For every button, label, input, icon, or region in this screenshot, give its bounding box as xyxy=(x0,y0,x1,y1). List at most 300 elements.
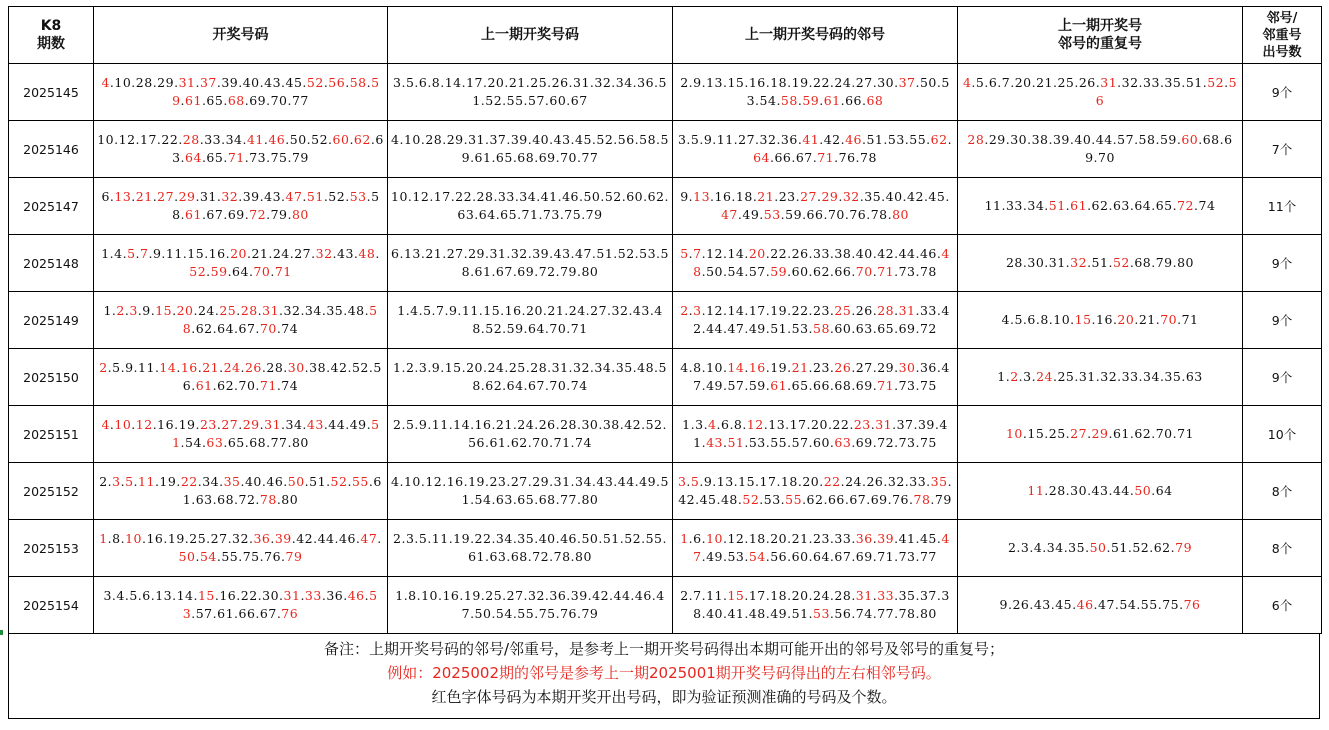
header-neighbors[interactable]: 上一期开奖号码的邻号 xyxy=(673,7,958,64)
number-separator: . xyxy=(1151,198,1156,213)
number-token: 44 xyxy=(328,417,346,432)
number-token: 59 xyxy=(1159,132,1177,147)
number-separator: . xyxy=(866,492,871,507)
prev-cell[interactable]: 4.10.28.29.31.37.39.40.43.45.52.56.58.59.61.65.68.69.70.77 xyxy=(388,121,673,178)
number-token: 22 xyxy=(770,246,788,261)
number-token: 15 xyxy=(1074,312,1092,327)
number-token: 52 xyxy=(742,492,760,507)
number-token: 65 xyxy=(791,378,809,393)
number-separator: . xyxy=(124,588,130,603)
number-separator: . xyxy=(701,264,707,279)
count-cell[interactable]: 9个 xyxy=(1243,349,1322,406)
number-token: 46 xyxy=(347,588,365,603)
count-cell[interactable]: 7个 xyxy=(1243,121,1322,178)
number-token: 41 xyxy=(802,132,820,147)
number-token: 55 xyxy=(770,435,788,450)
number-token: 70 xyxy=(855,264,873,279)
number-separator: . xyxy=(268,246,273,261)
count-cell[interactable]: 6个 xyxy=(1243,577,1322,634)
number-separator: . xyxy=(345,189,350,204)
repeat-cell[interactable] xyxy=(958,235,1243,292)
number-separator: . xyxy=(802,492,807,507)
number-separator: . xyxy=(872,264,878,279)
neighbors-cell[interactable] xyxy=(673,178,958,235)
number-token: 79 xyxy=(291,150,309,165)
number-separator: . xyxy=(765,531,771,546)
number-token: 19 xyxy=(159,474,177,489)
number-separator: . xyxy=(894,435,899,450)
number-token: 33 xyxy=(304,588,322,603)
neighbors-cell[interactable] xyxy=(673,292,958,349)
number-separator: . xyxy=(947,474,953,489)
number-token: 49 xyxy=(349,417,367,432)
number-separator: . xyxy=(701,303,707,318)
number-separator: . xyxy=(216,75,222,90)
number-separator: . xyxy=(1001,198,1006,213)
number-separator: . xyxy=(216,417,222,432)
number-separator: . xyxy=(936,75,942,90)
number-token: 22 xyxy=(180,474,198,489)
number-token: 59 xyxy=(802,93,820,108)
draw-cell[interactable] xyxy=(94,64,388,121)
number-token: 69 xyxy=(855,549,873,564)
number-separator: . xyxy=(1093,150,1099,165)
number-separator: . xyxy=(304,360,310,375)
number-separator: . xyxy=(1044,426,1049,441)
number-token: 42 xyxy=(877,246,895,261)
number-separator: . xyxy=(829,360,835,375)
number-separator: . xyxy=(915,246,920,261)
issue-cell[interactable]: 2025154 xyxy=(9,577,94,634)
number-token: 30 xyxy=(877,75,895,90)
number-separator: . xyxy=(180,150,186,165)
number-separator: . xyxy=(150,303,156,318)
number-separator: . xyxy=(776,93,781,108)
repeat-cell[interactable] xyxy=(958,463,1243,520)
table-row xyxy=(9,349,1322,406)
number-separator: . xyxy=(744,246,749,261)
neighbors-cell[interactable] xyxy=(673,577,958,634)
header-draw[interactable]: 开奖号码 xyxy=(94,7,388,64)
number-token: 32 xyxy=(283,303,301,318)
number-token: 31 xyxy=(199,189,217,204)
number-separator: . xyxy=(851,378,856,393)
neighbors-cell[interactable] xyxy=(673,64,958,121)
number-token: 38 xyxy=(1031,132,1049,147)
number-token: 46 xyxy=(268,132,286,147)
number-token: 68 xyxy=(217,492,235,507)
issue-cell[interactable]: 2025147 xyxy=(9,178,94,235)
number-token: 15 xyxy=(155,303,173,318)
number-separator: . xyxy=(212,321,218,336)
number-separator: . xyxy=(266,207,271,222)
number-separator: . xyxy=(984,75,989,90)
number-token: 66 xyxy=(774,150,792,165)
prev-cell[interactable]: 10.12.17.22.28.33.34.41.46.50.52.60.62.63.64.65.71.73.75.79 xyxy=(388,178,673,235)
number-token: 21 xyxy=(1138,312,1156,327)
number-separator: . xyxy=(915,588,920,603)
issue-cell[interactable]: 2025152 xyxy=(9,463,94,520)
notes-cell[interactable] xyxy=(8,633,1320,719)
draw-cell[interactable] xyxy=(94,463,388,520)
number-separator: . xyxy=(701,246,707,261)
prev-cell[interactable]: 2.5.9.11.14.16.21.24.26.28.30.38.42.52.56.61.62.70.71.74 xyxy=(388,406,673,463)
number-separator: . xyxy=(1016,540,1021,555)
number-token: 52 xyxy=(306,75,324,90)
number-separator: . xyxy=(722,606,728,621)
number-token: 3 xyxy=(103,588,112,603)
number-token: 38 xyxy=(693,588,950,621)
header-prev[interactable]: 上一期开奖号码 xyxy=(388,7,673,64)
number-token: 5 xyxy=(690,132,700,147)
number-separator: . xyxy=(234,378,239,393)
number-separator: . xyxy=(785,417,790,432)
number-token: 48 xyxy=(347,303,365,318)
lottery-table xyxy=(8,6,1322,634)
number-token: 67 xyxy=(259,606,277,621)
number-token: 8 xyxy=(693,360,702,375)
neighbors-cell[interactable] xyxy=(673,520,958,577)
number-token: 73 xyxy=(898,435,916,450)
number-token: 72 xyxy=(238,492,256,507)
draw-cell[interactable] xyxy=(94,178,388,235)
number-token: 39 xyxy=(1052,132,1070,147)
issue-cell[interactable]: 2025153 xyxy=(9,520,94,577)
number-token: 77 xyxy=(919,549,937,564)
number-separator: . xyxy=(323,417,329,432)
repeat-cell[interactable] xyxy=(958,577,1243,634)
number-separator: . xyxy=(109,189,115,204)
number-separator: . xyxy=(1087,426,1092,441)
number-token: 63 xyxy=(1185,369,1203,384)
count-cell[interactable]: 11个 xyxy=(1243,178,1322,235)
number-token: 22 xyxy=(161,132,179,147)
repeat-cell[interactable] xyxy=(958,178,1243,235)
note-line-1: 备注：上期开奖号码的邻号/邻重号，是参考上一期开奖号码得出本期可能开出的邻号及邻号的重复号； xyxy=(323,640,1005,658)
number-separator: . xyxy=(287,93,292,108)
header-count[interactable]: 邻号/ 邻重号 出号数 xyxy=(1243,7,1322,64)
neighbors-cell[interactable] xyxy=(673,121,958,178)
number-token: 63 xyxy=(855,321,873,336)
number-separator: . xyxy=(823,207,828,222)
number-token: 27 xyxy=(157,189,175,204)
number-token: 56 xyxy=(770,549,788,564)
number-token: 28 xyxy=(135,75,153,90)
number-separator: . xyxy=(1224,75,1229,90)
number-token: 52 xyxy=(311,132,329,147)
number-token: 23 xyxy=(813,360,830,375)
number-separator: . xyxy=(300,588,305,603)
number-token: 54 xyxy=(748,549,766,564)
number-separator: . xyxy=(915,321,920,336)
number-token: 2 xyxy=(680,303,689,318)
header-repeat[interactable]: 上一期开奖号 邻号的重复号 xyxy=(958,7,1243,64)
number-separator: . xyxy=(703,417,709,432)
number-token: 66 xyxy=(834,264,852,279)
number-token: 17 xyxy=(759,474,777,489)
draw-cell[interactable] xyxy=(94,349,388,406)
number-separator: . xyxy=(234,606,239,621)
prev-cell[interactable]: 2.3.5.11.19.22.34.35.40.46.50.51.52.55.61.63.68.72.78.80 xyxy=(388,520,673,577)
number-separator: . xyxy=(321,588,327,603)
number-token: 5 xyxy=(125,474,134,489)
number-token: 37 xyxy=(896,417,914,432)
repeat-cell[interactable] xyxy=(958,520,1243,577)
repeat-cell[interactable] xyxy=(958,406,1243,463)
issue-cell[interactable]: 2025151 xyxy=(9,406,94,463)
number-token: 21 xyxy=(202,360,220,375)
number-token: 6 xyxy=(101,189,110,204)
number-token: 62 xyxy=(930,132,948,147)
number-separator: . xyxy=(797,93,803,108)
number-token: 77 xyxy=(877,606,895,621)
number-separator: . xyxy=(823,492,828,507)
number-token: 46 xyxy=(845,132,862,147)
number-token: 76 xyxy=(1183,597,1201,612)
number-token: 75 xyxy=(919,435,937,450)
draw-cell[interactable] xyxy=(94,406,388,463)
number-token: 21 xyxy=(757,189,775,204)
number-separator: . xyxy=(915,378,920,393)
number-token: 69 xyxy=(249,93,267,108)
number-token: 5 xyxy=(112,360,121,375)
number-separator: . xyxy=(887,207,893,222)
number-token: 61 xyxy=(1070,198,1088,213)
number-token: 50 xyxy=(178,549,196,564)
number-separator: . xyxy=(1091,132,1096,147)
number-token: 19 xyxy=(167,531,185,546)
neighbors-cell[interactable] xyxy=(673,406,958,463)
neighbors-cell[interactable] xyxy=(673,349,958,406)
number-separator: . xyxy=(1138,75,1144,90)
number-token: 47 xyxy=(727,321,745,336)
number-separator: . xyxy=(191,606,196,621)
number-separator: . xyxy=(744,321,749,336)
number-separator: . xyxy=(791,150,796,165)
draw-cell[interactable] xyxy=(94,577,388,634)
number-separator: . xyxy=(1005,369,1011,384)
number-token: 41 xyxy=(898,531,916,546)
number-separator: . xyxy=(1074,369,1079,384)
number-separator: . xyxy=(829,531,835,546)
number-separator: . xyxy=(266,93,271,108)
number-separator: . xyxy=(808,531,814,546)
number-separator: . xyxy=(281,549,286,564)
count-cell[interactable]: 8个 xyxy=(1243,520,1322,577)
number-separator: . xyxy=(135,246,141,261)
number-token: 37 xyxy=(919,588,937,603)
number-token: 26 xyxy=(1012,597,1030,612)
table-row xyxy=(9,520,1322,577)
count-cell[interactable]: 9个 xyxy=(1243,292,1322,349)
number-token: 67 xyxy=(238,321,256,336)
number-token: 78 xyxy=(919,264,937,279)
number-separator: . xyxy=(722,435,728,450)
number-token: 2 xyxy=(680,588,689,603)
number-separator: . xyxy=(287,435,292,450)
number-token: 28 xyxy=(182,132,200,147)
number-token: 51 xyxy=(1091,255,1109,270)
number-token: 41 xyxy=(727,606,745,621)
number-separator: . xyxy=(124,303,130,318)
issue-cell[interactable]: 2025146 xyxy=(9,121,94,178)
table-row xyxy=(9,178,1322,235)
number-token: 13 xyxy=(155,588,173,603)
number-separator: . xyxy=(829,549,835,564)
number-token: 14 xyxy=(159,360,177,375)
number-separator: . xyxy=(259,189,265,204)
number-separator: . xyxy=(1108,426,1113,441)
number-token: 15 xyxy=(1027,426,1045,441)
repeat-cell[interactable] xyxy=(958,121,1243,178)
number-separator: . xyxy=(302,189,307,204)
draw-cell[interactable] xyxy=(94,121,388,178)
number-separator: . xyxy=(688,360,694,375)
number-separator: . xyxy=(701,549,707,564)
number-token: 22 xyxy=(813,75,830,90)
number-separator: . xyxy=(142,531,147,546)
number-token: 69 xyxy=(227,207,245,222)
number-separator: . xyxy=(686,132,691,147)
number-token: 22 xyxy=(832,417,850,432)
issue-cell[interactable]: 2025145 xyxy=(9,64,94,121)
repeat-cell[interactable] xyxy=(958,292,1243,349)
prev-cell[interactable]: 1.2.3.9.15.20.24.25.28.31.32.34.35.48.58.62.64.67.70.74 xyxy=(388,349,673,406)
number-token: 13 xyxy=(693,189,711,204)
number-separator: . xyxy=(936,303,942,318)
number-separator: . xyxy=(909,492,914,507)
number-separator: . xyxy=(872,246,878,261)
number-token: 61 xyxy=(195,378,213,393)
number-token: 35 xyxy=(898,588,916,603)
number-token: 57 xyxy=(791,435,809,450)
number-separator: . xyxy=(131,75,136,90)
number-token: 3 xyxy=(695,417,704,432)
number-separator: . xyxy=(1010,75,1015,90)
number-token: 62 xyxy=(813,264,830,279)
number-token: 31 xyxy=(1100,75,1118,90)
number-token: 70 xyxy=(827,207,845,222)
number-token: 44 xyxy=(898,246,916,261)
number-separator: . xyxy=(1031,369,1037,384)
number-separator: . xyxy=(915,75,920,90)
number-token: 26 xyxy=(866,474,884,489)
number-separator: . xyxy=(722,321,728,336)
table-row xyxy=(9,463,1322,520)
count-cell[interactable]: 9个 xyxy=(1243,235,1322,292)
draw-cell[interactable] xyxy=(94,520,388,577)
number-separator: . xyxy=(1170,540,1176,555)
number-separator: . xyxy=(851,264,856,279)
prev-cell[interactable]: 1.8.10.16.19.25.27.32.36.39.42.44.46.47.50.54.55.75.76.79 xyxy=(388,577,673,634)
neighbors-cell[interactable] xyxy=(673,463,958,520)
number-token: 9 xyxy=(680,189,689,204)
number-separator: . xyxy=(1052,369,1058,384)
number-separator: . xyxy=(263,132,269,147)
number-separator: . xyxy=(246,246,252,261)
number-token: 9 xyxy=(999,597,1008,612)
number-token: 75 xyxy=(1162,597,1180,612)
issue-cell[interactable]: 2025149 xyxy=(9,292,94,349)
neighbors-cell[interactable] xyxy=(673,235,958,292)
number-separator: . xyxy=(701,588,707,603)
repeat-cell[interactable] xyxy=(958,64,1243,121)
prev-cell[interactable]: 4.10.12.16.19.23.27.29.31.34.43.44.49.51.54.63.65.68.77.80 xyxy=(388,463,673,520)
number-separator: . xyxy=(195,189,200,204)
number-separator: . xyxy=(201,435,207,450)
prev-cell[interactable]: 6.13.21.27.29.31.32.39.43.47.51.52.53.58.61.67.69.72.79.80 xyxy=(388,235,673,292)
number-separator: . xyxy=(787,303,792,318)
number-separator: . xyxy=(255,606,260,621)
number-token: 76 xyxy=(849,207,867,222)
prev-cell[interactable]: 3.5.6.8.14.17.20.21.25.26.31.32.34.36.51.52.55.57.60.67 xyxy=(388,64,673,121)
number-separator: . xyxy=(195,549,200,564)
number-token: 26 xyxy=(1078,75,1096,90)
number-token: 36 xyxy=(253,531,271,546)
number-separator: . xyxy=(1093,597,1099,612)
number-separator: . xyxy=(244,150,250,165)
number-token: 26 xyxy=(834,360,852,375)
count-cell[interactable]: 8个 xyxy=(1243,463,1322,520)
number-token: 76 xyxy=(838,150,856,165)
number-separator: . xyxy=(744,75,749,90)
number-token: 20 xyxy=(811,417,828,432)
number-separator: . xyxy=(1027,132,1032,147)
number-separator: . xyxy=(716,492,721,507)
number-token: 25 xyxy=(1057,75,1075,90)
prev-cell[interactable]: 1.4.5.7.9.11.15.16.20.21.24.27.32.43.48.52.59.64.70.71 xyxy=(388,292,673,349)
number-token: 69 xyxy=(898,321,916,336)
number-separator: . xyxy=(851,303,856,318)
draw-cell[interactable] xyxy=(94,235,388,292)
number-separator: . xyxy=(695,492,700,507)
number-separator: . xyxy=(1087,198,1092,213)
number-separator: . xyxy=(797,132,803,147)
number-token: 4 xyxy=(680,360,689,375)
number-separator: . xyxy=(244,435,250,450)
issue-cell[interactable]: 2025150 xyxy=(9,349,94,406)
number-token: 51 xyxy=(306,189,324,204)
number-token: 23 xyxy=(199,417,217,432)
number-separator: . xyxy=(688,246,694,261)
number-token: 58 xyxy=(349,75,367,90)
number-token: 24 xyxy=(1036,369,1053,384)
number-separator: . xyxy=(109,75,115,90)
repeat-cell[interactable] xyxy=(958,349,1243,406)
number-token: 3 xyxy=(112,474,121,489)
number-token: 52 xyxy=(189,264,207,279)
header-issue[interactable]: K8 期数 xyxy=(9,7,94,64)
issue-cell[interactable]: 2025148 xyxy=(9,235,94,292)
number-token: 62 xyxy=(353,132,371,147)
number-separator: . xyxy=(1063,540,1069,555)
number-separator: . xyxy=(765,606,771,621)
number-separator: . xyxy=(172,588,177,603)
number-token: 62 xyxy=(195,321,213,336)
number-token: 49 xyxy=(706,378,723,393)
count-cell[interactable]: 10个 xyxy=(1243,406,1322,463)
number-token: 32 xyxy=(1070,255,1088,270)
number-separator: . xyxy=(699,132,704,147)
number-separator: . xyxy=(1155,312,1161,327)
number-separator: . xyxy=(1072,597,1077,612)
number-separator: . xyxy=(915,264,920,279)
number-separator: . xyxy=(829,321,835,336)
draw-cell[interactable] xyxy=(94,292,388,349)
number-separator: . xyxy=(904,132,910,147)
number-separator: . xyxy=(366,75,372,90)
count-cell[interactable]: 9个 xyxy=(1243,64,1322,121)
